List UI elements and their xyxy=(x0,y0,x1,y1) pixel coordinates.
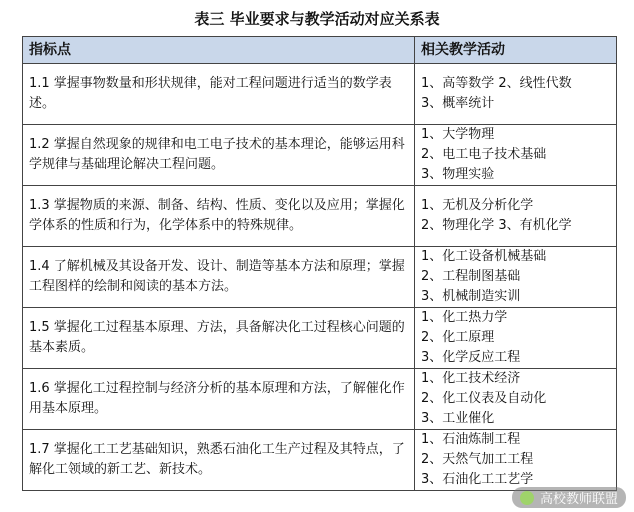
activities-cell xyxy=(415,186,617,247)
table-title: 表三 毕业要求与教学活动对应关系表 xyxy=(194,10,440,28)
activities-cell xyxy=(415,369,617,430)
table-row xyxy=(23,64,617,125)
indicator-cell: 1.1 掌握事物数量和形状规律，能对工程问题进行适当的数学表述。 xyxy=(23,64,415,125)
activity-line: 2、化工原理 xyxy=(421,330,495,345)
activity-line: 3、物理实验 xyxy=(421,167,495,182)
activities-cell xyxy=(415,247,617,308)
activities-cell xyxy=(415,308,617,369)
watermark-badge xyxy=(512,487,626,508)
activity-line: 3、工业催化 xyxy=(421,411,495,426)
header-activities: 相关教学活动 xyxy=(415,37,617,64)
indicator-cell: 1.2 掌握自然现象的规律和电工电子技术的基本理论，能够运用科学规律与基础理论解决工程问题。 xyxy=(23,125,415,186)
requirements-table xyxy=(22,36,617,491)
table-row xyxy=(23,369,617,430)
activities-cell xyxy=(415,64,617,125)
activities-cell xyxy=(415,125,617,186)
header-indicator: 指标点 xyxy=(23,37,415,64)
activity-line: 1、化工热力学 xyxy=(421,310,508,325)
wechat-icon xyxy=(520,491,534,505)
activity-line: 1、无机及分析化学 xyxy=(421,198,534,213)
table-row xyxy=(23,430,617,491)
activity-line: 2、天然气加工工程 xyxy=(421,452,534,467)
activity-line: 3、机械制造实训 xyxy=(421,289,521,304)
activity-line: 2、电工电子技术基础 xyxy=(421,147,547,162)
table-row xyxy=(23,186,617,247)
activity-line: 3、化学反应工程 xyxy=(421,350,521,365)
table-header-row xyxy=(23,37,617,64)
table-row xyxy=(23,125,617,186)
activity-line: 2、工程制图基础 xyxy=(421,269,521,284)
indicator-cell: 1.7 掌握化工工艺基础知识，熟悉石油化工生产过程及其特点，了解化工领域的新工艺、新技术。 xyxy=(23,430,415,491)
watermark-text: 高校教师联盟 xyxy=(539,492,618,507)
activity-line: 1、大学物理 xyxy=(421,127,495,142)
activity-line: 1、化工技术经济 xyxy=(421,371,521,386)
activity-line: 1、化工设备机械基础 xyxy=(421,249,547,264)
table-row xyxy=(23,308,617,369)
activity-line: 1、石油炼制工程 xyxy=(421,432,521,447)
activity-line: 2、物理化学 3、有机化学 xyxy=(421,218,572,233)
indicator-cell: 1.3 掌握物质的来源、制备、结构、性质、变化以及应用；掌握化学体系的性质和行为，化学体系中的特殊规律。 xyxy=(23,186,415,247)
activities-cell xyxy=(415,430,617,491)
activity-line: 3、石油化工工艺学 xyxy=(421,472,534,487)
table-row xyxy=(23,247,617,308)
activity-line: 2、化工仪表及自动化 xyxy=(421,391,547,406)
indicator-cell: 1.4 了解机械及其设备开发、设计、制造等基本方法和原理；掌握工程图样的绘制和阅读的基本方法。 xyxy=(23,247,415,308)
indicator-cell: 1.5 掌握化工过程基本原理、方法，具备解决化工过程核心问题的基本素质。 xyxy=(23,308,415,369)
activity-line: 1、高等数学 2、线性代数 xyxy=(421,76,572,91)
indicator-cell: 1.6 掌握化工过程控制与经济分析的基本原理和方法，了解催化作用基本原理。 xyxy=(23,369,415,430)
activity-line: 3、概率统计 xyxy=(421,96,495,111)
